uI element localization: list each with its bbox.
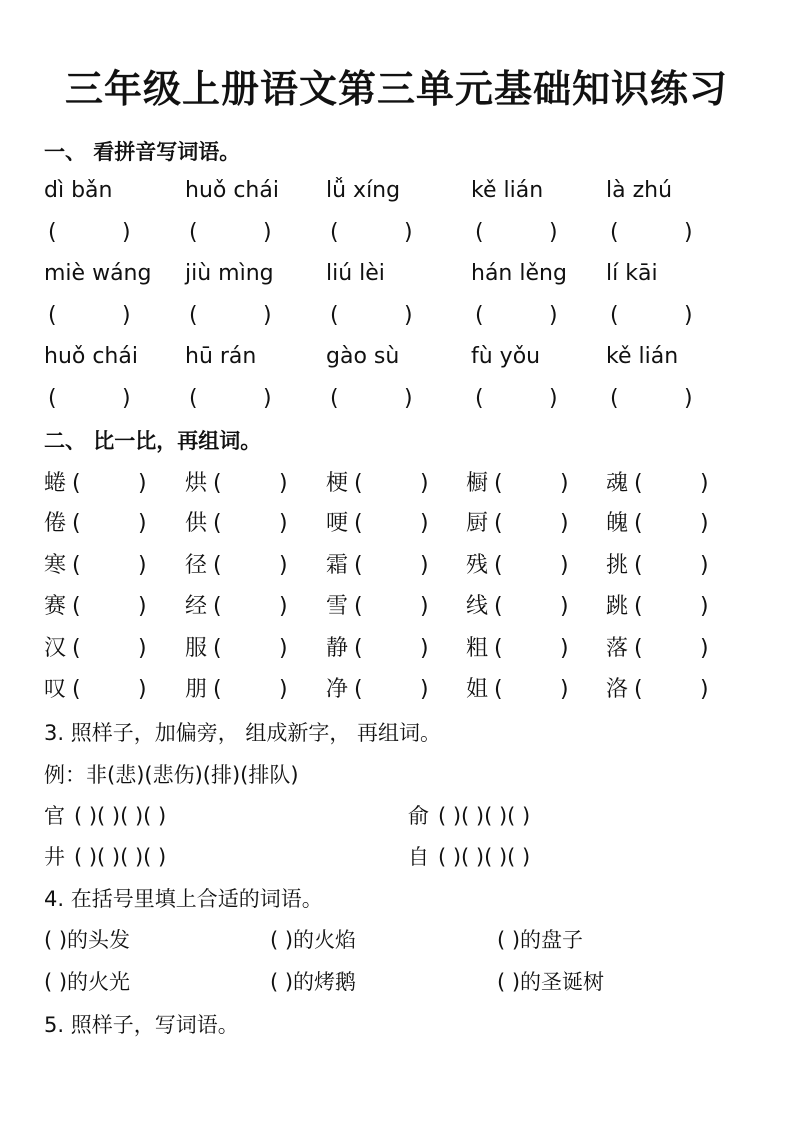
fill-phrase: ( )的火光 [44, 970, 131, 994]
answer-paren-close: ) [560, 511, 569, 536]
character-label: 径 [185, 553, 208, 578]
character-label: 经 [185, 594, 208, 619]
character-label: 落 [606, 636, 629, 661]
answer-paren-open: ( [330, 220, 339, 245]
answer-paren-open: ( [494, 636, 503, 661]
character-label: 魄 [606, 511, 629, 536]
character-label: 厨 [466, 511, 489, 536]
character-label: 供 [185, 511, 208, 536]
answer-paren-open: ( [189, 303, 198, 328]
pinyin-label: là zhú [606, 178, 673, 203]
answer-paren-close: ) [420, 677, 429, 702]
answer-paren-close: ) [420, 636, 429, 661]
answer-paren-open: ( [213, 553, 222, 578]
character-label: 净 [326, 677, 349, 702]
answer-paren-open: ( [213, 677, 222, 702]
answer-paren-close: ) [700, 471, 709, 496]
pinyin-label: hán lěng [471, 261, 567, 286]
answer-paren-open: ( [475, 303, 484, 328]
character-label: 橱 [466, 471, 489, 496]
radical-base-char: 官 [44, 804, 65, 828]
answer-paren-close: ) [420, 511, 429, 536]
character-label: 洛 [606, 677, 629, 702]
pinyin-label: gào sù [326, 344, 400, 369]
answer-paren-open: ( [72, 511, 81, 536]
answer-paren-open: ( [72, 553, 81, 578]
pinyin-label: hū rán [185, 344, 257, 369]
answer-paren-open: ( [354, 636, 363, 661]
answer-paren-close: ) [560, 553, 569, 578]
pinyin-label: huǒ chái [185, 178, 279, 203]
answer-paren-close: ) [560, 471, 569, 496]
answer-paren-close: ) [700, 511, 709, 536]
section5-heading: 5. 照样子，写词语。 [44, 1013, 239, 1037]
answer-paren-open: ( [213, 511, 222, 536]
character-label: 寒 [44, 553, 67, 578]
answer-paren-open: ( [494, 511, 503, 536]
page-title: 三年级上册语文第三单元基础知识练习 [64, 67, 728, 111]
answer-paren-close: ) [138, 594, 147, 619]
answer-paren-close: ) [420, 594, 429, 619]
answer-paren-open: ( [330, 303, 339, 328]
answer-paren-close: ) [700, 636, 709, 661]
answer-paren-open: ( [494, 594, 503, 619]
answer-paren-open: ( [48, 303, 57, 328]
answer-paren-open: ( [354, 677, 363, 702]
character-label: 姐 [466, 677, 489, 702]
pinyin-label: lí kāi [606, 261, 658, 286]
character-label: 倦 [44, 511, 67, 536]
answer-paren-close: ) [560, 594, 569, 619]
answer-paren-open: ( [354, 553, 363, 578]
answer-paren-close: ) [560, 636, 569, 661]
answer-paren-close: ) [279, 594, 288, 619]
answer-paren-close: ) [138, 677, 147, 702]
pinyin-label: fù yǒu [471, 344, 541, 369]
answer-paren-open: ( [610, 386, 619, 411]
answer-paren-open: ( [634, 553, 643, 578]
answer-paren-close: ) [122, 386, 131, 411]
answer-paren-close: ) [700, 553, 709, 578]
character-label: 哽 [326, 511, 349, 536]
answer-paren-open: ( [48, 386, 57, 411]
character-label: 线 [466, 594, 489, 619]
answer-paren-close: ) [279, 553, 288, 578]
character-label: 雪 [326, 594, 349, 619]
character-label: 烘 [185, 471, 208, 496]
answer-paren-close: ) [122, 303, 131, 328]
answer-paren-close: ) [700, 594, 709, 619]
answer-paren-close: ) [279, 471, 288, 496]
answer-paren-close: ) [263, 386, 272, 411]
section1-heading: 一、 看拼音写词语。 [44, 140, 241, 164]
character-label: 霜 [326, 553, 349, 578]
answer-paren-close: ) [420, 471, 429, 496]
answer-paren-close: ) [138, 553, 147, 578]
answer-paren-close: ) [279, 511, 288, 536]
answer-paren-open: ( [72, 636, 81, 661]
answer-paren-open: ( [610, 303, 619, 328]
answer-paren-open: ( [494, 471, 503, 496]
answer-blanks: ( )( )( )( ) [438, 804, 531, 828]
answer-paren-open: ( [634, 511, 643, 536]
radical-base-char: 俞 [408, 804, 429, 828]
section4-heading: 4. 在括号里填上合适的词语。 [44, 887, 323, 911]
answer-paren-open: ( [213, 636, 222, 661]
answer-paren-close: ) [420, 553, 429, 578]
answer-paren-open: ( [610, 220, 619, 245]
answer-paren-close: ) [404, 220, 413, 245]
answer-paren-close: ) [404, 303, 413, 328]
fill-phrase: ( )的盘子 [497, 928, 584, 952]
answer-paren-close: ) [560, 677, 569, 702]
answer-paren-open: ( [189, 220, 198, 245]
answer-paren-open: ( [189, 386, 198, 411]
section3-heading: 3. 照样子，加偏旁， 组成新字， 再组词。 [44, 721, 442, 745]
fill-phrase: ( )的圣诞树 [497, 970, 605, 994]
fill-phrase: ( )的火焰 [270, 928, 357, 952]
section2-heading: 二、 比一比，再组词。 [44, 429, 262, 453]
character-label: 服 [185, 636, 208, 661]
character-label: 朋 [185, 677, 208, 702]
answer-paren-open: ( [634, 594, 643, 619]
radical-base-char: 井 [44, 845, 65, 869]
pinyin-label: liú lèi [326, 261, 385, 286]
answer-paren-open: ( [475, 386, 484, 411]
character-label: 梗 [326, 471, 349, 496]
pinyin-label: jiù mìng [185, 261, 274, 286]
answer-paren-open: ( [72, 471, 81, 496]
character-label: 叹 [44, 677, 67, 702]
pinyin-label: kě lián [606, 344, 679, 369]
answer-blanks: ( )( )( )( ) [438, 845, 531, 869]
answer-paren-close: ) [684, 303, 693, 328]
answer-paren-open: ( [354, 594, 363, 619]
character-label: 残 [466, 553, 489, 578]
answer-paren-open: ( [634, 677, 643, 702]
pinyin-label: lǚ xíng [326, 178, 401, 203]
character-label: 静 [326, 636, 349, 661]
character-label: 粗 [466, 636, 489, 661]
pinyin-label: miè wáng [44, 261, 152, 286]
answer-paren-open: ( [475, 220, 484, 245]
section3-example: 例：非(悲)(悲伤)(排)(排队) [44, 763, 299, 787]
character-label: 蜷 [44, 471, 67, 496]
answer-paren-open: ( [494, 677, 503, 702]
answer-blanks: ( )( )( )( ) [74, 804, 167, 828]
fill-phrase: ( )的头发 [44, 928, 131, 952]
answer-paren-close: ) [549, 386, 558, 411]
fill-phrase: ( )的烤鹅 [270, 970, 357, 994]
answer-blanks: ( )( )( )( ) [74, 845, 167, 869]
pinyin-label: dì bǎn [44, 178, 113, 203]
answer-paren-close: ) [122, 220, 131, 245]
answer-paren-close: ) [404, 386, 413, 411]
answer-paren-close: ) [279, 677, 288, 702]
answer-paren-close: ) [684, 220, 693, 245]
answer-paren-close: ) [700, 677, 709, 702]
radical-base-char: 自 [408, 845, 429, 869]
character-label: 魂 [606, 471, 629, 496]
answer-paren-open: ( [330, 386, 339, 411]
answer-paren-close: ) [138, 471, 147, 496]
character-label: 挑 [606, 553, 629, 578]
answer-paren-open: ( [494, 553, 503, 578]
answer-paren-close: ) [549, 220, 558, 245]
character-label: 跳 [606, 594, 629, 619]
answer-paren-close: ) [263, 220, 272, 245]
character-label: 汉 [44, 636, 67, 661]
answer-paren-open: ( [48, 220, 57, 245]
answer-paren-open: ( [634, 636, 643, 661]
answer-paren-open: ( [634, 471, 643, 496]
pinyin-label: huǒ chái [44, 344, 138, 369]
answer-paren-open: ( [72, 594, 81, 619]
answer-paren-open: ( [354, 511, 363, 536]
character-label: 赛 [44, 594, 67, 619]
answer-paren-open: ( [213, 594, 222, 619]
answer-paren-close: ) [684, 386, 693, 411]
answer-paren-close: ) [279, 636, 288, 661]
answer-paren-open: ( [72, 677, 81, 702]
answer-paren-close: ) [138, 511, 147, 536]
answer-paren-open: ( [354, 471, 363, 496]
answer-paren-open: ( [213, 471, 222, 496]
answer-paren-close: ) [263, 303, 272, 328]
answer-paren-close: ) [549, 303, 558, 328]
answer-paren-close: ) [138, 636, 147, 661]
pinyin-label: kě lián [471, 178, 544, 203]
